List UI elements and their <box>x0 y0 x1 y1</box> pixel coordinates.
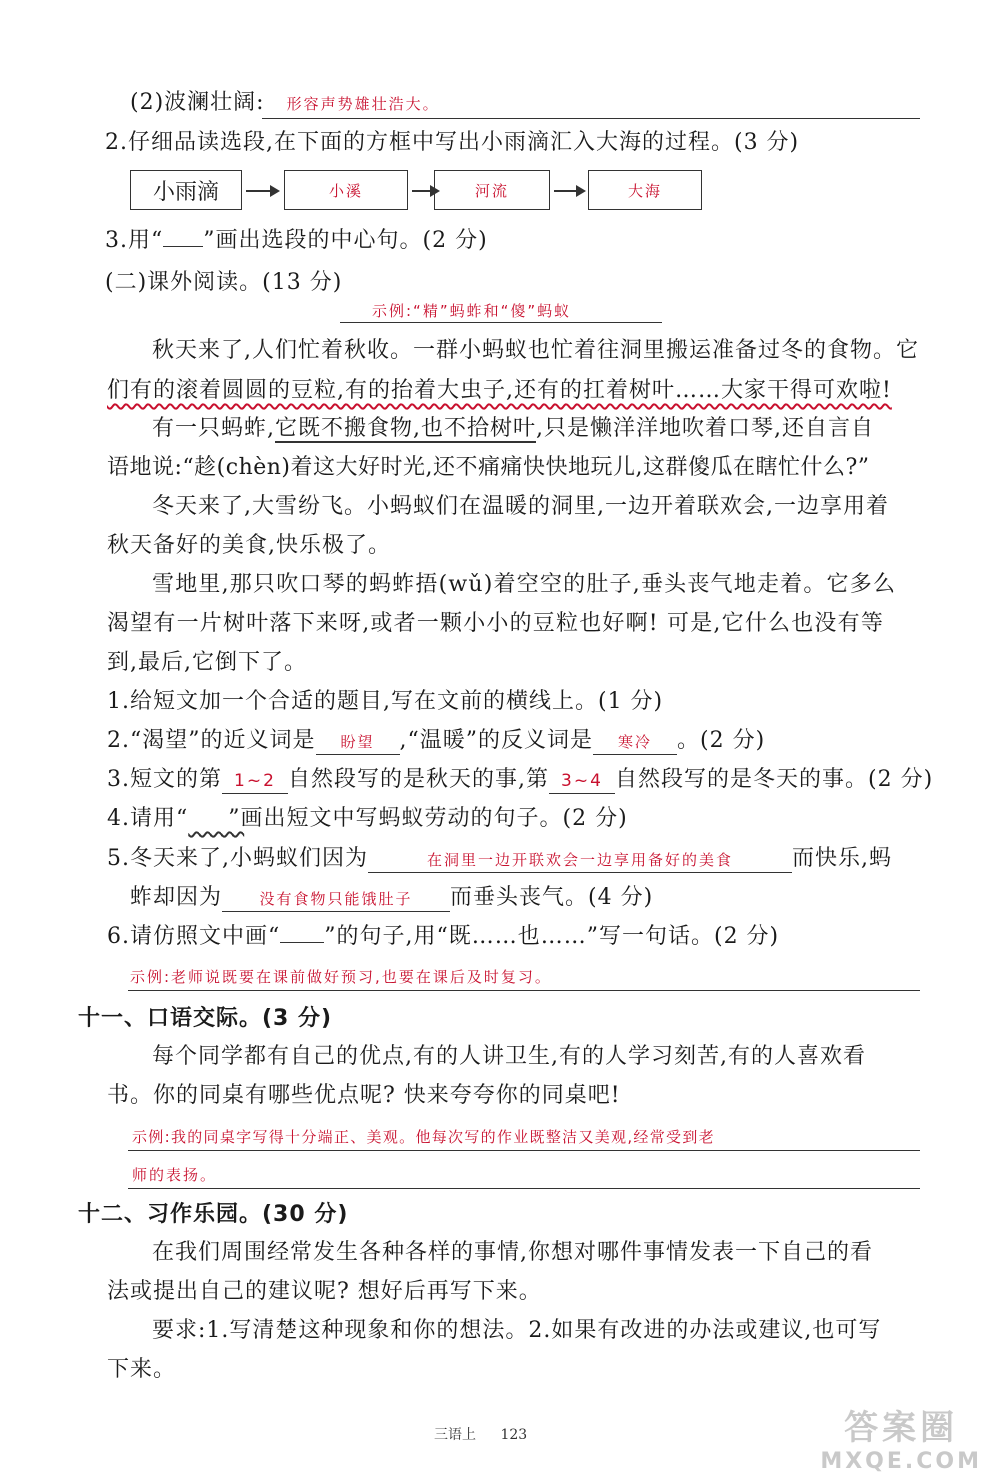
passage-p1-l2: 们有的滚着圆圆的豆粒,有的抬着大虫子,还有的扛着树叶……大家干得可欢啦! <box>107 378 892 403</box>
title-line <box>340 322 662 323</box>
passage-p3-l2: 秋天备好的美食,快乐极了。 <box>107 533 391 558</box>
q2-answer-2: 寒冷 <box>593 730 677 755</box>
section-11-l1: 每个同学都有自己的优点,有的人讲卫生,有的人学习刻苦,有的人喜欢看 <box>152 1044 866 1069</box>
watermark-top: 答案圈 <box>844 1408 959 1448</box>
section-12-l2: 法或提出自己的建议呢? 想好后再写下来。 <box>107 1279 542 1304</box>
footer-book: 三语上 <box>434 1427 476 1443</box>
passage-p1-l1: 秋天来了,人们忙着秋收。一群小蚂蚁也忙着往洞里搬运准备过冬的食物。它 <box>152 338 919 363</box>
question-1: 1.给短文加一个合适的题目,写在文前的横线上。(1 分) <box>107 689 664 714</box>
q3-answer-2: 3~4 <box>549 769 615 794</box>
passage-p2-l2: 语地说:“趁(chèn)着这大好时光,还不痛痛快快地玩儿,这群傻瓜在瞎忙什么?” <box>107 455 870 480</box>
q2-answer-1: 盼望 <box>316 730 400 755</box>
flow-arrow-icon <box>246 190 278 192</box>
passage-title-answer: 示例:“精”蚂蚱和“傻”蚂蚁 <box>372 302 572 320</box>
q5-answer-1: 在洞里一边开联欢会一边享用备好的美食 <box>368 848 792 873</box>
section-outside-title: (二)课外阅读。(13 分) <box>105 270 343 295</box>
question-3: 3.短文的第 1~2 自然段写的是秋天的事,第 3~4 自然段写的是冬天的事。(2 分) <box>107 767 934 792</box>
flow-box-1: 小雨滴 <box>130 170 242 210</box>
solid-underlined-sentence: 它既不搬食物,也不拾树叶 <box>275 416 536 441</box>
flow-box-2: 小溪 <box>284 170 408 210</box>
section-11-answer-l1: 示例:我的同桌字写得十分端正、美观。他每次写的作业既整洁又美观,经常受到老 <box>132 1128 715 1146</box>
answer-line <box>128 990 920 991</box>
question-6: 6.请仿照文中画“ ”的句子,用“既……也……”写一句话。(2 分) <box>107 924 780 949</box>
question-5-l1: 5.冬天来了,小蚂蚁们因为 在洞里一边开联欢会一边享用备好的美食 而快乐,蚂 <box>107 846 892 871</box>
question-4: 4.请用“​ ”画出短文中写蚂蚁劳动的句子。(2 分) <box>107 804 628 834</box>
q3-answer-1: 1~2 <box>222 769 288 794</box>
question-5-l2: 蚱却因为 没有食物只能饿肚子 而垂头丧气。(4 分) <box>130 885 654 910</box>
section-11-title: 十一、口语交际。(3 分) <box>78 1006 333 1031</box>
flow-arrow-icon <box>554 190 584 192</box>
section-12-title: 十二、习作乐园。(30 分) <box>78 1202 349 1227</box>
section-12-l4: 下来。 <box>107 1357 177 1382</box>
flow-box-4: 大海 <box>588 170 702 210</box>
section-12-l1: 在我们周围经常发生各种各样的事情,你想对哪件事情发表一下自己的看 <box>152 1240 873 1265</box>
q-vocab-2 <box>130 88 440 119</box>
passage-p4-l2: 渴望有一片树叶落下来呀,或者一颗小小的豆粒也好啊! 可是,它什么也没有等 <box>107 611 885 636</box>
section-12-l3: 要求:1.写清楚这种现象和你的想法。2.如果有改进的办法或建议,也可写 <box>152 1318 882 1343</box>
answer-line <box>128 1150 920 1151</box>
passage-p2-l1: 有一只蚂蚱,它既不搬食物,也不拾树叶,只是懒洋洋地吹着口琴,还自言自 <box>152 416 874 441</box>
q-flow-text: 2.仔细品读选段,在下面的方框中写出小雨滴汇入大海的过程。(3 分) <box>105 130 800 155</box>
answer-line <box>128 1188 920 1189</box>
q-vocab-2-answer: 形容声势雄壮浩大。 <box>286 95 440 113</box>
q-vocab-2-label: (2)波澜壮阔: <box>130 90 265 115</box>
watermark-logo <box>820 1400 982 1474</box>
passage-p3-l1: 冬天来了,大雪纷飞。小蚂蚁们在温暖的洞里,一边开着联欢会,一边享用着 <box>152 494 889 519</box>
wavy-sample: ​ <box>188 806 245 831</box>
watermark-bottom: MXQE.COM <box>820 1449 982 1474</box>
passage-p4-l1: 雪地里,那只吹口琴的蚂蚱捂(wǔ)着空空的肚子,垂头丧气地走着。它多么 <box>152 572 897 597</box>
flow-box-3: 河流 <box>434 170 550 210</box>
page-footer <box>434 1424 527 1444</box>
q6-answer: 示例:老师说既要在课前做好预习,也要在课后及时复习。 <box>130 968 552 986</box>
footer-page-number: 123 <box>500 1427 528 1443</box>
section-11-answer-l2: 师的表扬。 <box>132 1166 218 1184</box>
answer-line <box>262 118 920 119</box>
underline-sample <box>163 246 203 247</box>
q5-answer-2: 没有食物只能饿肚子 <box>222 887 450 912</box>
section-11-l2: 书。你的同桌有哪些优点呢? 快来夸夸你的同桌吧! <box>107 1083 621 1108</box>
question-2: 2.“渴望”的近义词是 盼望 ,“温暖”的反义词是 寒冷 。(2 分) <box>107 728 766 753</box>
passage-p4-l3: 到,最后,它倒下了。 <box>107 650 307 675</box>
q-central-sentence: 3.用“ ”画出选段的中心句。(2 分) <box>105 228 488 253</box>
underline-sample <box>280 942 324 943</box>
